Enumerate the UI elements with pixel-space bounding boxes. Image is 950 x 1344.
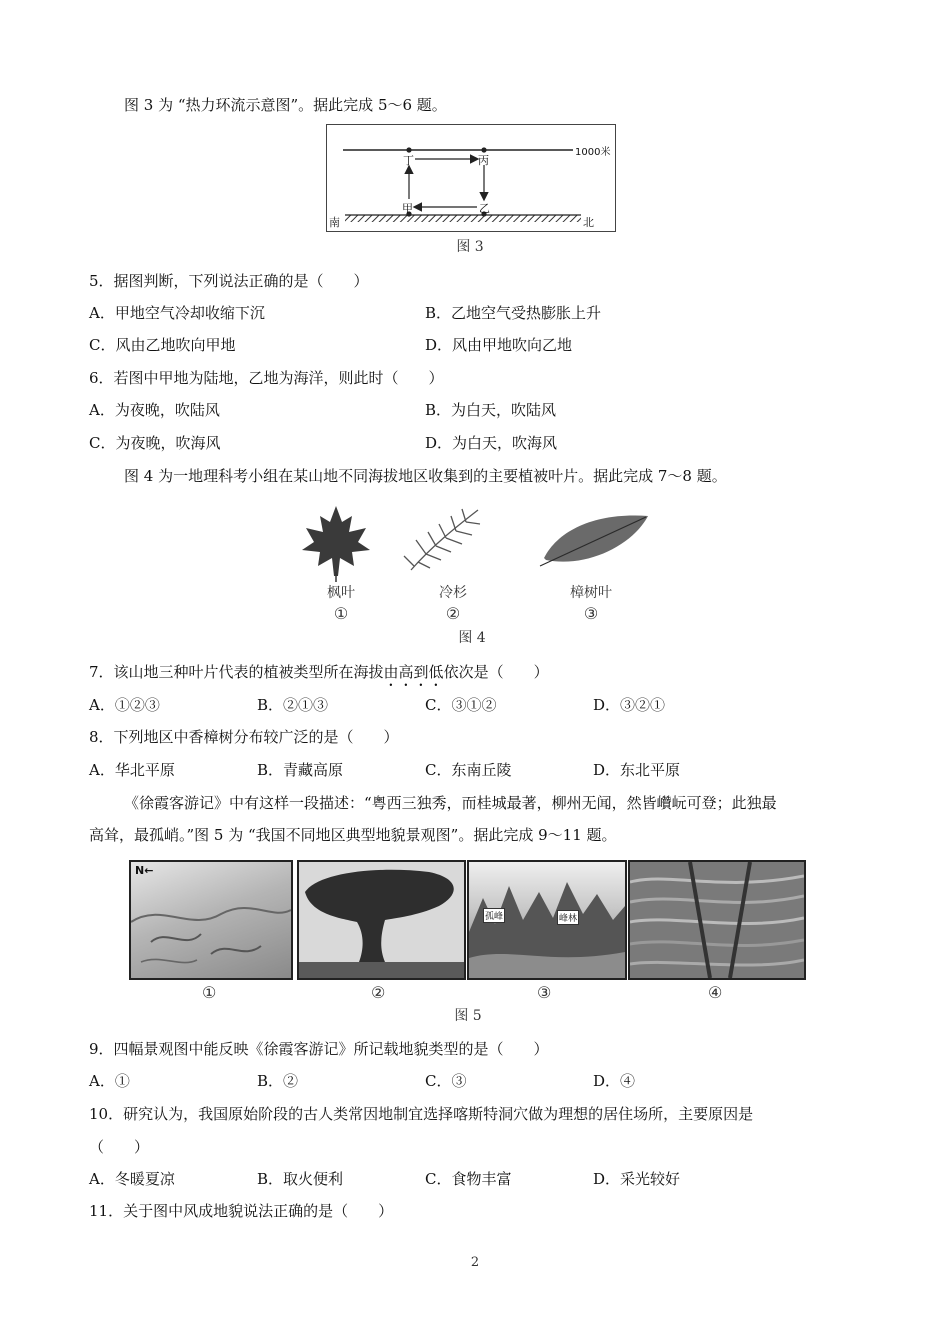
q7-stem-part1: 7．该山地三种叶片代表的植被类型所在海拔	[89, 663, 384, 681]
q5-option-b[interactable]: B．乙地空气受热膨胀上升	[425, 304, 602, 322]
q8-option-b[interactable]: B．青藏高原	[257, 761, 344, 779]
fig3-caption: 图 3	[456, 239, 484, 255]
q7-stem	[89, 662, 549, 690]
leaf-num-2: ②	[445, 604, 461, 623]
label-bing: 丙	[478, 154, 489, 167]
q7-option-d[interactable]: D．③②①	[593, 696, 666, 714]
mushroom-rock-svg	[299, 862, 464, 978]
tag-isolated-peak: 孤峰	[483, 908, 505, 923]
q6-option-d[interactable]: D．为白天，吹海风	[425, 434, 558, 452]
fir-branch-icon	[404, 509, 480, 570]
label-south: 南	[329, 216, 340, 229]
fig5-intro-line2: 高耸，最孤峭。”图 5 为 “我国不同地区典型地貌景观图”。据此完成 9～11 题。	[89, 826, 617, 844]
q5-stem: 5．据图判断，下列说法正确的是（ ）	[89, 272, 369, 290]
label-jia: 甲	[402, 202, 413, 215]
camphor-leaf-icon	[540, 515, 648, 566]
q8-option-d[interactable]: D．东北平原	[593, 761, 681, 779]
q8-stem: 8．下列地区中香樟树分布较广泛的是（ ）	[89, 728, 399, 746]
fig3-intro: 图 3 为 “热力环流示意图”。据此完成 5～6 题。	[124, 96, 447, 114]
dunes-svg	[131, 862, 291, 978]
q7-option-a[interactable]: A．①②③	[89, 696, 160, 714]
q5-option-c[interactable]: C．风由乙地吹向甲地	[89, 336, 236, 354]
q8-option-a[interactable]: A．华北平原	[89, 761, 175, 779]
leaf-num-3: ③	[583, 604, 599, 623]
q11-stem: 11．关于图中风成地貌说法正确的是（ ）	[89, 1202, 394, 1220]
photo-sand-dunes	[129, 860, 293, 980]
photo-karst-peaks	[467, 860, 627, 980]
photo-num-3: ③	[537, 983, 552, 1002]
q7-stem-emphasis: 由高到低	[383, 663, 444, 681]
label-yi: 乙	[479, 202, 490, 215]
q10-option-c[interactable]: C．食物丰富	[425, 1170, 512, 1188]
leaf-name-fir: 冷杉	[439, 585, 467, 601]
photo-num-1: ①	[202, 983, 217, 1002]
label-1000m: 1000米	[575, 147, 611, 158]
leaf-name-camphor: 樟树叶	[570, 585, 612, 601]
q10-stem-line1: 10．研究认为，我国原始阶段的古人类常因地制宜选择喀斯特洞穴做为理想的居住场所，主要原因是	[89, 1105, 754, 1123]
maple-leaf-icon	[302, 506, 370, 582]
q10-option-b[interactable]: B．取火便利	[257, 1170, 344, 1188]
q9-option-c[interactable]: C．③	[425, 1072, 467, 1090]
q8-option-c[interactable]: C．东南丘陵	[425, 761, 512, 779]
leaf-name-maple: 枫叶	[327, 585, 355, 601]
loess-gullies-svg	[630, 862, 804, 978]
q10-option-a[interactable]: A．冬暖夏凉	[89, 1170, 175, 1188]
fig5-intro-line1: 《徐霞客游记》中有这样一段描述：“粤西三独秀，而桂城最著，柳州无闻，然皆巑岏可登；此独最	[124, 794, 777, 812]
photo-loess-gullies	[628, 860, 806, 980]
thermal-circulation-svg	[327, 125, 615, 231]
label-north: 北	[583, 216, 594, 229]
q6-stem: 6．若图中甲地为陆地，乙地为海洋，则此时（ ）	[89, 369, 444, 387]
leaf-figure	[296, 502, 656, 582]
photo-num-2: ②	[371, 983, 386, 1002]
leaf-num-1: ①	[333, 604, 349, 623]
q7-option-b[interactable]: B．②①③	[257, 696, 329, 714]
thermal-circulation-diagram	[326, 124, 616, 232]
q10-stem-line2: （ ）	[89, 1138, 150, 1156]
fig4-caption: 图 4	[458, 630, 486, 646]
photo-mushroom-rock	[297, 860, 466, 980]
q9-option-d[interactable]: D．④	[593, 1072, 636, 1090]
ground-hatch	[345, 215, 581, 222]
q7-option-c[interactable]: C．③①②	[425, 696, 497, 714]
q5-option-d[interactable]: D．风由甲地吹向乙地	[425, 336, 573, 354]
label-ding: 丁	[403, 154, 414, 167]
q6-option-b[interactable]: B．为白天，吹陆风	[425, 401, 557, 419]
q9-option-b[interactable]: B．②	[257, 1072, 299, 1090]
fig4-intro: 图 4 为一地理科考小组在某山地不同海拔地区收集到的主要植被叶片。据此完成 7～8 题。	[124, 467, 727, 485]
leaves-svg	[296, 502, 656, 582]
q9-stem: 9．四幅景观图中能反映《徐霞客游记》所记载地貌类型的是（ ）	[89, 1040, 549, 1058]
q6-option-a[interactable]: A．为夜晚，吹陆风	[89, 401, 220, 419]
fig5-caption: 图 5	[454, 1008, 482, 1024]
north-arrow-marker: N←	[135, 864, 154, 877]
q5-option-a[interactable]: A．甲地空气冷却收缩下沉	[89, 304, 265, 322]
tag-peak-forest: 峰林	[557, 910, 579, 925]
q7-stem-part2: 依次是（ ）	[443, 663, 549, 681]
photo-num-4: ④	[708, 983, 723, 1002]
q9-option-a[interactable]: A．①	[89, 1072, 130, 1090]
q6-option-c[interactable]: C．为夜晚，吹海风	[89, 434, 221, 452]
page-number: 2	[470, 1255, 480, 1270]
q10-option-d[interactable]: D．采光较好	[593, 1170, 681, 1188]
